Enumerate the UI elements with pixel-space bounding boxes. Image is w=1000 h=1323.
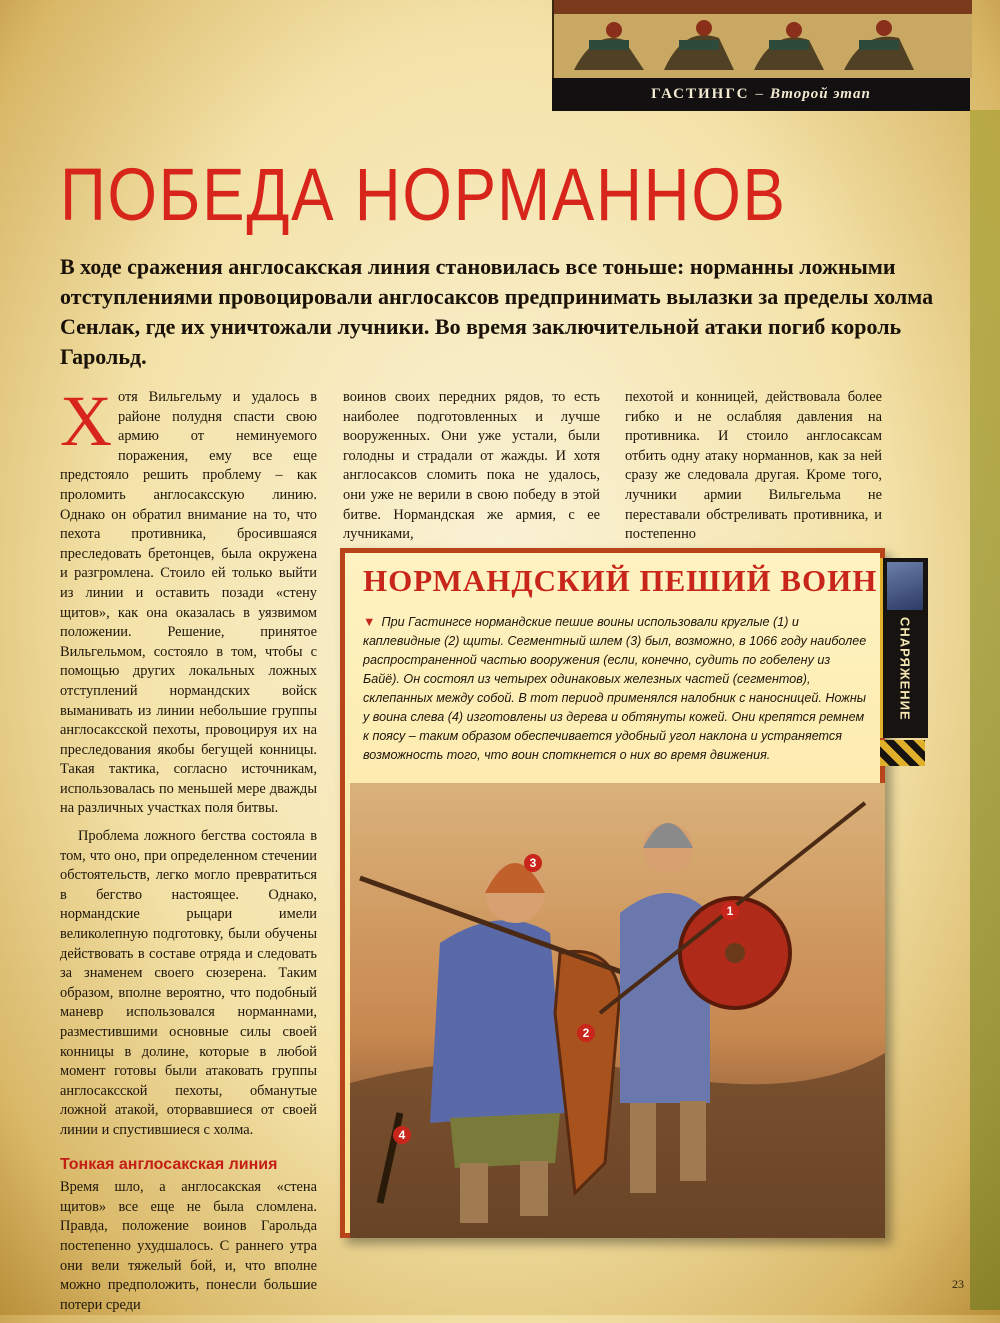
section-header-bar — [552, 78, 970, 111]
article-subheading: Тонкая англосакская линия — [60, 1155, 278, 1173]
article-paragraph-2: Проблема ложного бегства состояла в том, что оно, при определенном стечении обстоятельств, легко могло превратиться в бегство настоящее. Однако, нормандские рыцари имели великолепную подготовку, были обучены действовать в составе отряда и следовать за знаменем своего сюзерена. Таким образом, вполне вероятно, что подобный маневр использовался норманнами, разместившими основные силы своей конницы в долине, которые в любой момент готовы были атаковать группы англосаксской пехоты, обманутые ложной атакой, оторвавшиеся от своей линии и спустившиеся с холма. — [60, 828, 317, 1138]
article-column-2-text: воинов своих передних рядов, то есть наиболее подготовленных и лучше вооруженных. Они уже устали, были голодны и страдали от жажды. И хотя англосаксов сломить пока не удалось, они уже не верили в свою победу в этой битве. Нормандская же армия, с ее лучниками, — [343, 389, 600, 543]
feature-caption-text: При Гастингсе нормандские пешие воины использовали круглые (1) и каплевидные (2) щиты. Сегментный шлем (3) был, возможно, в 1066 году наиболее распространенной частью вооружения (если, конечно, судить по гобелену из Байё). Он состоял из четырех одинаковых железных частей (сегментов), склепанных между собой. В тот период применялся налобник с наносницей. Ножны у воина слева (4) изготовлены из дерева и обтянуты кожей. Они крепятся ремнем к поясу – таким образом обеспечивается удобный угол наклона и устраняется возможность того, что воин споткнется о них во время движения. — [363, 615, 867, 762]
feature-box — [340, 548, 885, 1238]
page-title: ПОБЕДА НОРМАННОВ — [60, 153, 787, 236]
equipment-section-tab — [880, 558, 928, 738]
triangle-bullet-icon: ▼ — [363, 615, 376, 629]
marker-1: 1 — [726, 904, 734, 918]
paragraph-1-text: отя Вильгельму и удалось в районе полудня спасти свою армию от неминуемого поражения, ему все еще предстояло решить проблему – как проломить англосаксскую линию. Однако он обратил внимание на то, что пехота противника, бросившаяся преследовать бретонцев, была окружена и разгромлена. Стоило ей только выйти из линии и оставить позади «стену щитов», как она оказалась в уязвимом положении. Решение, принятое Вильгельмом, состояло в том, чтобы с помощью других локальных ложных отступлений нормандских войск выманивать из линии небольшие группы англосаксской пехоты, провоцируя их на преследования якобы бегущей конницы. Такая тактика, согласно источникам, использовалась по меньшей мере дважды на различных участках поля битвы. — [60, 389, 317, 817]
decorative-side-strip — [970, 110, 1000, 1310]
article-column-3-text: пехотой и конницей, действовала более гибко и не ослабляя давления на противника. И стоило англосаксам отбить одну атаку норманнов, как за ней сразу же следовала другая. Кроме того, лучники армии Вильгельма не переставали обстреливать противника, и постепенно — [625, 389, 882, 543]
hazard-stripes — [880, 740, 925, 766]
section-subtitle: Второй этап — [770, 86, 871, 102]
feature-title: НОРМАНДСКИЙ ПЕШИЙ ВОИН — [363, 563, 878, 598]
equipment-tab-label: СНАРЯЖЕНИЕ — [897, 617, 913, 721]
bayeux-tapestry-header-image — [552, 0, 972, 78]
article-column-1 — [60, 381, 317, 1323]
marker-4: 4 — [398, 1128, 406, 1142]
lead-paragraph: В ходе сражения англосакская линия становилась все тоньше: норманны ложными отступлениями провоцировали англосаксов предпринимать вылазки за пределы холма Сенлак, где их уничтожали лучники. Во время заключительной атаки погиб король Гарольд. — [60, 254, 934, 369]
article-column-3 — [625, 388, 882, 553]
section-name: ГАСТИНГС — [651, 86, 750, 102]
marker-3: 3 — [529, 856, 537, 870]
drop-cap: Х — [60, 381, 112, 461]
article-paragraph-1 — [60, 381, 317, 819]
page-number: 23 — [952, 1277, 964, 1291]
feature-box-inner — [345, 553, 880, 1233]
article-paragraph-3: Время шло, а англосакская «стена щитов» все еще не была сломлена. Правда, положение воинов Гарольда постепенно ухудшалось. С раннего утра они вели тяжелый бой, и, что вполне можно предположить, понесли большие потери среди — [60, 1179, 317, 1313]
article-column-2 — [343, 388, 600, 553]
marker-2: 2 — [582, 1026, 590, 1040]
section-separator: – — [755, 86, 765, 102]
norman-soldiers-illustration — [350, 783, 885, 1238]
equipment-thumbnail-icon — [887, 562, 923, 610]
feature-caption — [363, 613, 868, 765]
